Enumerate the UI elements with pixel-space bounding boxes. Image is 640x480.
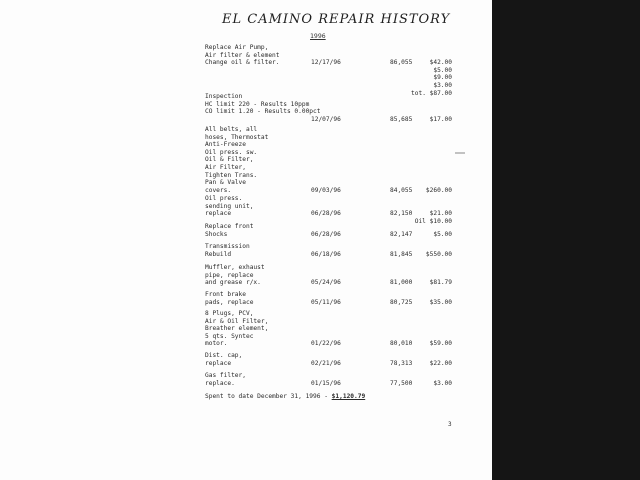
- description-line: replace: [205, 210, 232, 218]
- description-line: Shocks: [205, 230, 228, 238]
- description-line: Air Filter,: [205, 163, 246, 171]
- repair-description: [205, 243, 250, 258]
- repair-date: 06/18/96: [311, 250, 341, 258]
- description-line: Oil press.: [205, 195, 243, 202]
- repair-date: 05/11/96: [311, 298, 341, 306]
- description-line: hoses, Thermostat: [205, 133, 269, 141]
- description-line: Anti-Freeze: [205, 141, 246, 149]
- repair-mileage: 80,725: [390, 298, 413, 306]
- description-line: CO limit 1.20 - Results 0.00pct: [205, 108, 321, 116]
- cost-value: $550.00: [425, 250, 452, 258]
- repair-mileage: 78,313: [390, 359, 413, 367]
- cost-value: $21.00: [429, 210, 452, 218]
- cost-value: $42.00: [429, 59, 452, 67]
- description-line: Inspection: [205, 93, 243, 100]
- cost-value: $5.00: [433, 66, 452, 74]
- repair-description: [205, 126, 268, 194]
- summary-line: [205, 393, 365, 400]
- repair-description: [205, 264, 265, 287]
- repair-date: 05/24/96: [311, 279, 341, 287]
- description-line: covers.: [205, 186, 232, 194]
- cost-value: $81.79: [429, 279, 452, 287]
- repair-mileage: 82,147: [390, 230, 413, 238]
- description-line: Change oil & filter.: [205, 59, 280, 67]
- repair-mileage: 86,055: [390, 59, 413, 67]
- description-line: Air & Oil Filter,: [205, 317, 269, 325]
- cost-value: $9.00: [433, 74, 452, 82]
- description-line: 8 Plugs, PCV,: [205, 310, 254, 317]
- description-line: Oil & Filter,: [205, 156, 254, 164]
- repair-mileage: 84,055: [390, 186, 413, 194]
- summary-prefix: Spent to date December 31, 1996 -: [205, 393, 332, 400]
- repair-mileage: 77,500: [390, 379, 413, 387]
- cost-value: $260.00: [425, 186, 452, 194]
- repair-description: [205, 372, 246, 387]
- scan-background: [492, 0, 640, 480]
- repair-costs: [410, 360, 452, 368]
- repair-date: 06/28/96: [311, 210, 341, 218]
- cost-value: $22.00: [429, 359, 452, 367]
- cost-value: Oil $10.00: [414, 217, 452, 225]
- description-line: Front brake: [205, 291, 246, 298]
- description-line: Replace Air Pump,: [205, 44, 269, 51]
- page-title: EL CAMINO REPAIR HISTORY: [222, 12, 451, 27]
- repair-costs: [410, 116, 452, 124]
- cost-value: $59.00: [429, 340, 452, 348]
- repair-costs: [410, 251, 452, 259]
- repair-description: [205, 352, 242, 367]
- cost-value: $3.00: [433, 379, 452, 387]
- description-line: Gas filter,: [205, 372, 246, 379]
- repair-date: 01/15/96: [311, 379, 341, 387]
- description-line: pads, replace: [205, 298, 254, 306]
- scan-smudge: [455, 152, 465, 154]
- cost-value: $5.00: [433, 230, 452, 238]
- repair-description: [205, 44, 280, 67]
- description-line: 5 qts. Syntec: [205, 332, 254, 340]
- repair-description: [205, 195, 253, 218]
- repair-mileage: 85,685: [390, 115, 413, 123]
- repair-mileage: 82,150: [390, 210, 413, 218]
- description-line: Muffler, exhaust: [205, 264, 265, 271]
- description-line: Pan & Valve: [205, 179, 246, 187]
- repair-costs: [410, 299, 452, 307]
- summary-total: $1,120.79: [331, 393, 366, 400]
- description-line: and grease r/x.: [205, 279, 261, 287]
- repair-costs: [410, 187, 452, 195]
- repair-costs: [410, 380, 452, 388]
- repair-description: [205, 310, 268, 348]
- description-line: Replace front: [205, 223, 254, 230]
- repair-mileage: 81,845: [390, 250, 413, 258]
- description-line: replace: [205, 359, 232, 367]
- repair-costs: [410, 279, 452, 287]
- page-number: 3: [448, 421, 452, 428]
- description-line: Oil press. sw.: [205, 148, 258, 156]
- description-line: All belts, all: [205, 126, 258, 133]
- repair-costs: [410, 59, 452, 97]
- year-heading: 1996: [310, 32, 326, 40]
- cost-value: $3.00: [433, 81, 452, 89]
- description-line: Tighten Trans.: [205, 171, 258, 179]
- repair-costs: [410, 231, 452, 239]
- description-line: pipe, replace: [205, 271, 254, 279]
- repair-date: 12/17/96: [311, 59, 341, 67]
- repair-date: 06/28/96: [311, 230, 341, 238]
- description-line: Transmission: [205, 243, 250, 250]
- description-line: Rebuild: [205, 250, 232, 258]
- repair-costs: [410, 340, 452, 348]
- cost-value: $35.00: [429, 298, 452, 306]
- repair-description: [205, 223, 253, 238]
- repair-mileage: 81,000: [390, 279, 413, 287]
- description-line: [205, 116, 320, 124]
- repair-mileage: 80,010: [390, 340, 413, 348]
- description-line: Air filter & element: [205, 51, 280, 59]
- cost-value: $17.00: [429, 115, 452, 123]
- description-line: replace.: [205, 379, 235, 387]
- description-line: motor.: [205, 340, 228, 348]
- repair-date: 01/22/96: [311, 340, 341, 348]
- repair-costs: [410, 210, 452, 225]
- repair-date: 09/03/96: [311, 186, 341, 194]
- repair-date: 12/07/96: [311, 115, 341, 123]
- repair-date: 02/21/96: [311, 359, 341, 367]
- description-line: Dist. cap,: [205, 352, 243, 359]
- description-line: Breather element,: [205, 325, 269, 333]
- repair-description: [205, 291, 253, 306]
- cost-value: tot. $87.00: [411, 89, 452, 97]
- repair-description: [205, 93, 320, 123]
- description-line: sending unit,: [205, 202, 254, 210]
- description-line: HC limit 220 - Results 10ppm: [205, 100, 310, 108]
